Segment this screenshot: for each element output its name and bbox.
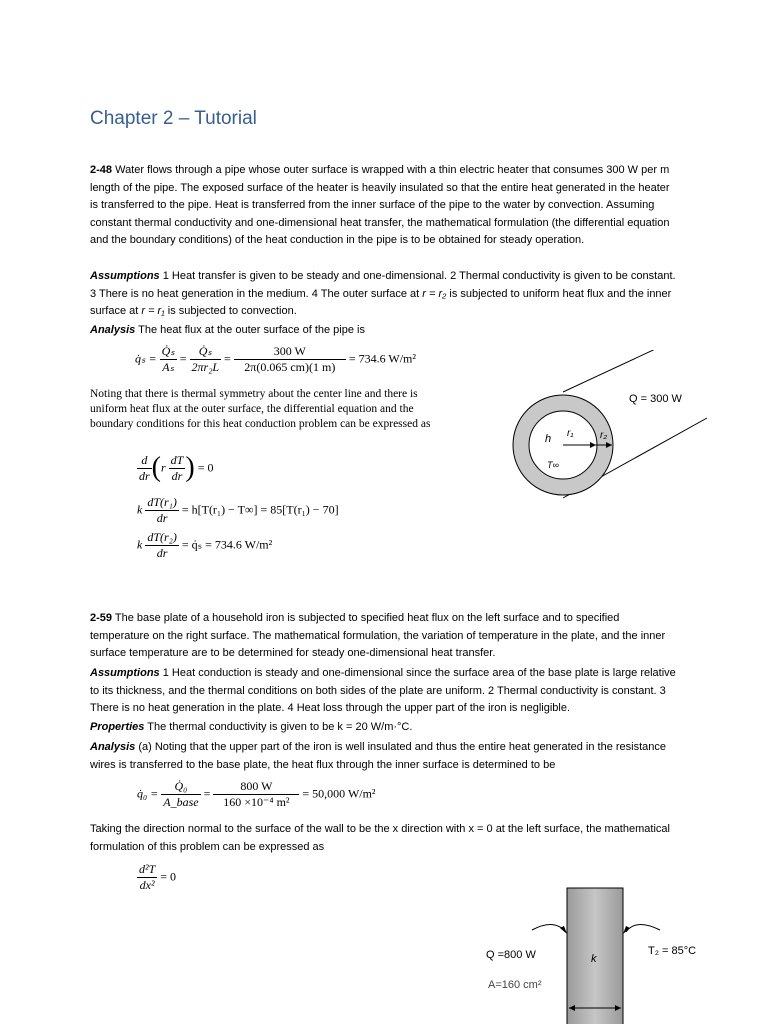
boundary-condition-2 xyxy=(137,530,272,561)
problem-2-48-assumptions xyxy=(90,268,680,321)
eq-k: k xyxy=(137,502,143,517)
assumptions-text: 1 Heat conduction is steady and one-dimensional since the surface area of the base plate is large relative to its thickness, and the thermal conditions on both sides of the plate are uniform. 2 Thermal conductivity is constant. 3 There is no heat generation in the plate. 4 Heat loss through the upper part of the iron is negligible. xyxy=(90,667,676,714)
iron-heat-label: Q =800 W xyxy=(486,949,536,961)
assumptions-label: Assumptions xyxy=(90,270,160,282)
k-label: k xyxy=(591,953,597,965)
eq-zero: = 0 xyxy=(197,460,214,475)
eq-den: dr xyxy=(156,546,168,560)
heat-rate-label: Q = 300 W xyxy=(629,393,682,405)
eq-num: 300 W xyxy=(234,344,346,360)
plate-differential-equation xyxy=(137,862,176,893)
problem-2-59-intro xyxy=(90,610,680,663)
analysis-text: (a) Noting that the upper part of the iron is well insulated and thus the entire heat generated in the resistance wires is transferred to the base plate, the heat flux through the inner surface is determined to be xyxy=(90,741,667,771)
problem-number: 2-48 xyxy=(90,164,113,176)
problem-2-59-properties xyxy=(90,719,680,737)
eq-num: 800 W xyxy=(213,779,299,795)
plate-figure xyxy=(470,880,730,1024)
properties-text: The thermal conductivity is given to be k = 20 W/m·°C. xyxy=(147,721,413,733)
eq-den: 160 ×10⁻⁴ m² xyxy=(223,795,290,809)
r2-label: r₂ xyxy=(600,430,608,441)
problem-2-59-analysis xyxy=(90,739,680,774)
h-label: h xyxy=(545,433,552,445)
assumptions-text: is subjected to uniform heat flux and the inner surface at xyxy=(90,287,672,317)
page-title: Chapter 2 – Tutorial xyxy=(90,108,257,129)
assumptions-text: is subjected to convection. xyxy=(164,305,297,317)
heat-flux-equation: q̇ₛ = $\frac{\text{Q̇ₛ}}{\text{Aₛ}}$ = $\frac{\text{Q̇ₛ}}{\text{2πr₂L}}$ = $\frac{300 W}{2\pi(0.065 cm)(1 m)}$ = 734.6 W/m² xyxy=(135,344,416,374)
eq-den: A_base xyxy=(163,795,199,809)
problem-text: The base plate of a household iron is subjected to specified heat flux on the left surface and to specified temperature on the right surface. The mathematical formulation, the variation of temperature in the plate, and the inner surface temperature are to be determined for steady one-dimensional heat transfer. xyxy=(90,612,666,659)
eq-num: d²T xyxy=(139,862,156,876)
eq-den: 2πr₂L xyxy=(191,360,220,374)
eq-den: dx² xyxy=(139,878,155,892)
assumptions-var: r = r₁ xyxy=(141,305,165,317)
eq-result: = 734.6 W/m² xyxy=(348,351,416,366)
eq-lhs: q̇ₛ = xyxy=(135,351,157,366)
eq-num: dT(r₁) xyxy=(147,495,177,509)
eq-num: Q̇ₛ xyxy=(161,344,175,358)
assumptions-text: 1 Heat transfer is given to be steady and one-dimensional. 2 Thermal conductivity is given to be constant. 3 There is no heat generation in the medium. 4 The outer surface at xyxy=(90,270,676,300)
problem-2-48-analysis xyxy=(90,322,680,340)
problem-text: Water flows through a pipe whose outer surface is wrapped with a thin electric heater that consumes 300 W per m length of the pipe. The exposed surface of the heater is heavily insulated so that the entire heat generated in the heater is transferred to the pipe. Heat is transferred from the inner surface of the pipe to the water by convection. Assuming constant thermal conductivity and one-dimensional heat transfer, the mathematical formulation (the differential equation and the boundary conditions) of the heat conduction in the pipe is to be obtained for steady operation. xyxy=(90,164,670,246)
analysis-label: Analysis xyxy=(90,324,136,336)
eq-num: Q̇₀ xyxy=(161,779,200,795)
analysis-text: The heat flux at the outer surface of the pipe is xyxy=(138,324,365,336)
pipe-figure xyxy=(505,350,725,520)
eq-num: dT(r₂) xyxy=(147,530,177,544)
problem-2-59-assumptions xyxy=(90,665,680,718)
t2-label: T₂ = 85°C xyxy=(648,945,697,957)
eq-den: Aₛ xyxy=(162,360,175,374)
analysis-label: Analysis xyxy=(90,741,136,753)
assumptions-var: r = r₂ xyxy=(422,287,447,300)
direction-text: Taking the direction normal to the surface of the wall to be the x direction with x = 0 at the left surface, the mathematical formulation of this problem can be expressed as xyxy=(90,823,670,853)
eq-result: = 50,000 W/m² xyxy=(302,786,376,801)
eq-den: dr xyxy=(156,511,168,525)
properties-label: Properties xyxy=(90,721,145,733)
symmetry-text: Noting that there is thermal symmetry about the center line and there is uniform heat flux at the outer surface, the differential equation and the boundary conditions for this heat conduction problem can be expressed as xyxy=(90,388,431,430)
eq-den: 2π(0.065 cm)(1 m) xyxy=(244,360,336,374)
r1-label: r₁ xyxy=(567,428,574,439)
area-label: A=160 cm² xyxy=(488,979,542,991)
differential-equation: $\frac{d}{dr}$ (r $\frac{dT}{dr}$ ) = 0 xyxy=(139,452,214,483)
eq-k: k xyxy=(137,537,143,552)
problem-number: 2-59 xyxy=(90,612,113,624)
eq-rhs: = q̇ₛ = 734.6 W/m² xyxy=(181,537,273,552)
eq-num: Q̇ₛ xyxy=(190,344,222,360)
eq-lhs: q̇₀ = xyxy=(137,786,159,801)
problem-2-48-intro xyxy=(90,162,680,250)
heat-flux-iron-equation: q̇₀ = $\frac{\text{Q̇₀}}{\text{A\_base}}$ = $\frac{800 W}{\text{160 ×10⁻⁴ m²}}$ = 50,000 W/m² xyxy=(137,779,376,809)
boundary-condition-1 xyxy=(137,495,339,526)
eq-rhs: = h[T(r₁) − T∞] = 85[T(r₁) − 70] xyxy=(181,502,339,517)
eq-zero: = 0 xyxy=(160,869,177,884)
t-inf-label: T∞ xyxy=(547,460,559,470)
assumptions-label: Assumptions xyxy=(90,667,160,679)
